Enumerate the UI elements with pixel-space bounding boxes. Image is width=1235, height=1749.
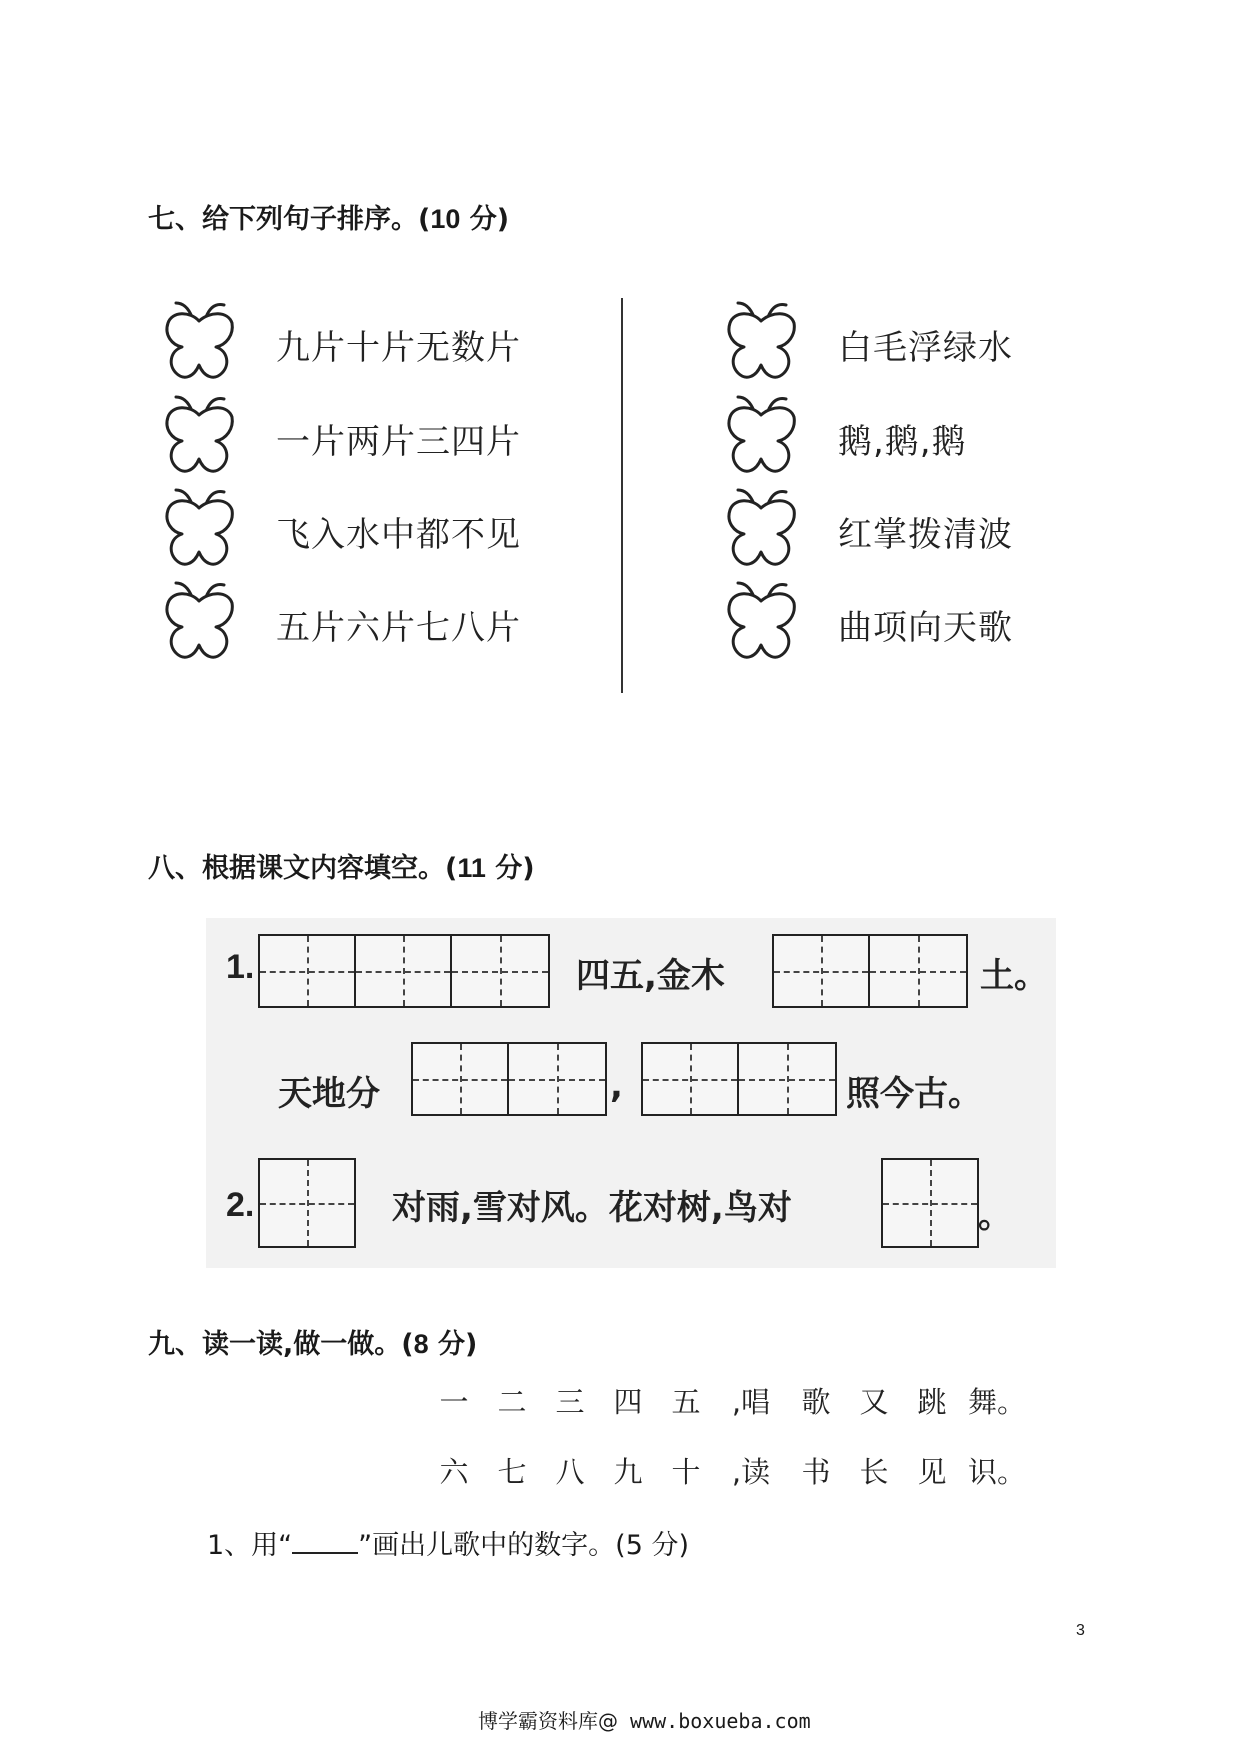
tian-grid-cell[interactable]: [260, 1160, 354, 1246]
right-sentence: 曲项向天歌: [838, 607, 1013, 648]
butterfly-icon[interactable]: [162, 393, 238, 483]
poem-char: 四: [613, 1385, 643, 1419]
butterfly-icon[interactable]: [162, 486, 238, 576]
column-divider: [621, 298, 623, 693]
q1-text-b: 土。: [980, 956, 1048, 996]
section8-title: 八、根据课文内容填空。(11 分): [148, 853, 535, 884]
poem-char: 歌: [801, 1385, 831, 1419]
fill-in-panel: [206, 918, 1056, 1268]
right-row: [724, 582, 1013, 666]
q2-text-end: 。: [978, 1196, 1012, 1236]
poem-char: 见: [917, 1455, 947, 1489]
tian-grid-cell[interactable]: [509, 1044, 605, 1114]
page-number: 3: [1076, 1622, 1085, 1639]
section9-question-1: 1、用“ ”画出儿歌中的数字。(5 分): [207, 1530, 689, 1561]
tian-grid-cell[interactable]: [883, 1160, 977, 1246]
tian-grid-cell[interactable]: [452, 936, 548, 1006]
line2-blank-boxes-b[interactable]: [641, 1042, 837, 1116]
butterfly-icon[interactable]: [162, 579, 238, 669]
poem-char: 五: [671, 1385, 701, 1419]
section9-title: 九、读一读,做一做。(8 分): [148, 1329, 478, 1360]
left-sentence: 九片十片无数片: [276, 327, 521, 368]
q2-blank-box-a[interactable]: [258, 1158, 356, 1248]
poem-char: 书: [801, 1455, 831, 1489]
right-row: [724, 489, 1013, 573]
right-sentence: 红掌拨清波: [838, 514, 1013, 555]
left-row: [162, 582, 521, 666]
tian-grid-cell[interactable]: [774, 936, 870, 1006]
left-row: [162, 489, 521, 573]
line2-suffix: 照今古。: [846, 1074, 982, 1114]
right-row: [724, 302, 1013, 386]
left-row: [162, 302, 521, 386]
line2-comma: ,: [610, 1066, 623, 1106]
poem-char: 六: [439, 1455, 469, 1489]
butterfly-icon[interactable]: [724, 299, 800, 389]
tian-grid-cell[interactable]: [356, 936, 452, 1006]
right-sentence: 白毛浮绿水: [838, 327, 1013, 368]
poem-line-2: [425, 1450, 1033, 1491]
underline-sample: [292, 1532, 358, 1554]
q1-number: 1.: [226, 948, 255, 986]
poem-char: 二: [497, 1385, 527, 1419]
section7-title: 七、给下列句子排序。(10 分): [148, 204, 510, 235]
poem-line-1: [425, 1380, 1033, 1421]
butterfly-icon[interactable]: [724, 393, 800, 483]
line2-blank-boxes-a[interactable]: [411, 1042, 607, 1116]
butterfly-icon[interactable]: [162, 299, 238, 389]
poem-char: 十: [671, 1455, 701, 1489]
poem-char: 识。: [967, 1455, 1026, 1489]
q1-blank-boxes-a[interactable]: [258, 934, 550, 1008]
line2-prefix: 天地分: [278, 1074, 380, 1114]
q2-blank-box-b[interactable]: [881, 1158, 979, 1248]
q1-blank-boxes-b[interactable]: [772, 934, 968, 1008]
poem-char: 跳: [917, 1385, 947, 1419]
q2-text-a: 对雨,雪对风。花对树,鸟对: [392, 1188, 792, 1228]
left-sentence: 五片六片七八片: [276, 607, 521, 648]
left-row: [162, 396, 521, 480]
right-row: [724, 396, 967, 480]
tian-grid-cell[interactable]: [870, 936, 966, 1006]
poem-char: 三: [555, 1385, 585, 1419]
poem-char: 九: [613, 1455, 643, 1489]
butterfly-icon[interactable]: [724, 579, 800, 669]
poem-char: 一: [439, 1385, 469, 1419]
tian-grid-cell[interactable]: [260, 936, 356, 1006]
poem-char: 又: [859, 1385, 889, 1419]
poem-char: 长: [859, 1455, 889, 1489]
tian-grid-cell[interactable]: [413, 1044, 509, 1114]
butterfly-icon[interactable]: [724, 486, 800, 576]
left-sentence: 一片两片三四片: [276, 421, 521, 462]
left-sentence: 飞入水中都不见: [276, 514, 521, 555]
poem-char: 八: [555, 1455, 585, 1489]
tian-grid-cell[interactable]: [739, 1044, 835, 1114]
poem-char: 舞。: [967, 1385, 1026, 1419]
poem-char: ,唱: [731, 1385, 771, 1419]
poem-char: ,读: [731, 1455, 771, 1489]
poem-char: 七: [497, 1455, 527, 1489]
tian-grid-cell[interactable]: [643, 1044, 739, 1114]
q1-text-a: 四五,金木: [576, 956, 725, 996]
right-sentence: 鹅,鹅,鹅: [838, 421, 967, 462]
q2-number: 2.: [226, 1186, 255, 1224]
footer-watermark: 博学霸资料库@ www.boxueba.com: [478, 1709, 811, 1733]
